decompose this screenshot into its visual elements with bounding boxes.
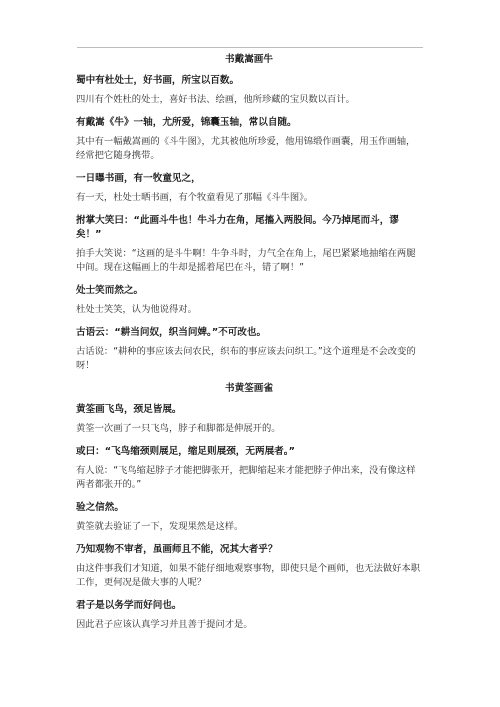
translation-text: 黄筌就去验证了一下，发现果然是这样。 [76, 521, 244, 532]
translation-text: 杜处士笑笑，认为他说得对。 [76, 304, 197, 315]
original-text: 一日曝书画，有一牧童见之， [76, 173, 201, 184]
translation-text: 古话说：“耕种的事应该去问农民，织布的事应该去问织工。”这个道理是不会改变的呀！ [76, 346, 416, 371]
translation-text: 有人说：“飞鸟缩起脖子才能把脚张开，把脚缩起来才能把脖子伸出来，没有像这样两者都张开的。” [76, 465, 416, 490]
original-text: 君子是以务学而好问也。 [76, 600, 182, 611]
original-text: 或曰：“飞鸟缩颈则展足，缩足则展颈，无两展者。” [76, 446, 295, 457]
original-text: 拊掌大笑曰：“此画斗牛也！牛斗力在角，尾搐入两股间。今乃掉尾而斗，谬矣！” [76, 215, 399, 240]
original-text: 蜀中有杜处士，好书画，所宝以百数。 [76, 75, 240, 86]
translation-text: 拍手大笑说：“这画的是斗牛啊！牛争斗时，力气全在角上，尾巴紧紧地抽缩在两腿中间。现在这幅画上的牛却是摇着尾巴在斗，错了啊！” [76, 248, 416, 273]
section-title: 书黄筌画雀 [225, 383, 273, 394]
translation-text: 因此君子应该认真学习并且善于提问才是。 [76, 619, 253, 630]
translation-text: 有一天，杜处士晒书画，有个牧童看见了那幅《斗牛图》。 [76, 192, 314, 203]
section-huang-quan [76, 382, 422, 632]
translation-text: 由这件事我们才知道，如果不能仔细地观察事物，即使只是个画师，也无法做好本职工作，更何况是做大事的人呢？ [76, 563, 420, 588]
original-text: 有戴嵩《牛》一轴，尤所爱，锦囊玉轴，常以自随。 [76, 117, 297, 128]
original-text: 乃知观物不审者，虽画师且不能，况其大者乎？ [76, 544, 278, 555]
translation-text: 黄筌一次画了一只飞鸟，脖子和脚都是伸展开的。 [76, 423, 281, 434]
section-title: 书戴嵩画牛 [225, 54, 273, 65]
original-text: 验之信然。 [76, 502, 124, 513]
original-text: 黄筌画飞鸟，颈足皆展。 [76, 404, 182, 415]
document-body [76, 53, 422, 641]
section-dai-song [76, 53, 422, 373]
header-rule [77, 47, 423, 48]
translation-text: 其中有一幅戴嵩画的《斗牛图》，尤其被他所珍爱，他用锦缎作画囊，用玉作画轴，经常把它随身携带。 [76, 136, 416, 161]
original-text: 古语云：“耕当问奴，织当问婢。”不可改也。 [76, 327, 267, 338]
original-text: 处士笑而然之。 [76, 285, 144, 296]
translation-text: 四川有个姓杜的处士，喜好书法、绘画，他所珍藏的宝贝数以百计。 [76, 94, 355, 105]
